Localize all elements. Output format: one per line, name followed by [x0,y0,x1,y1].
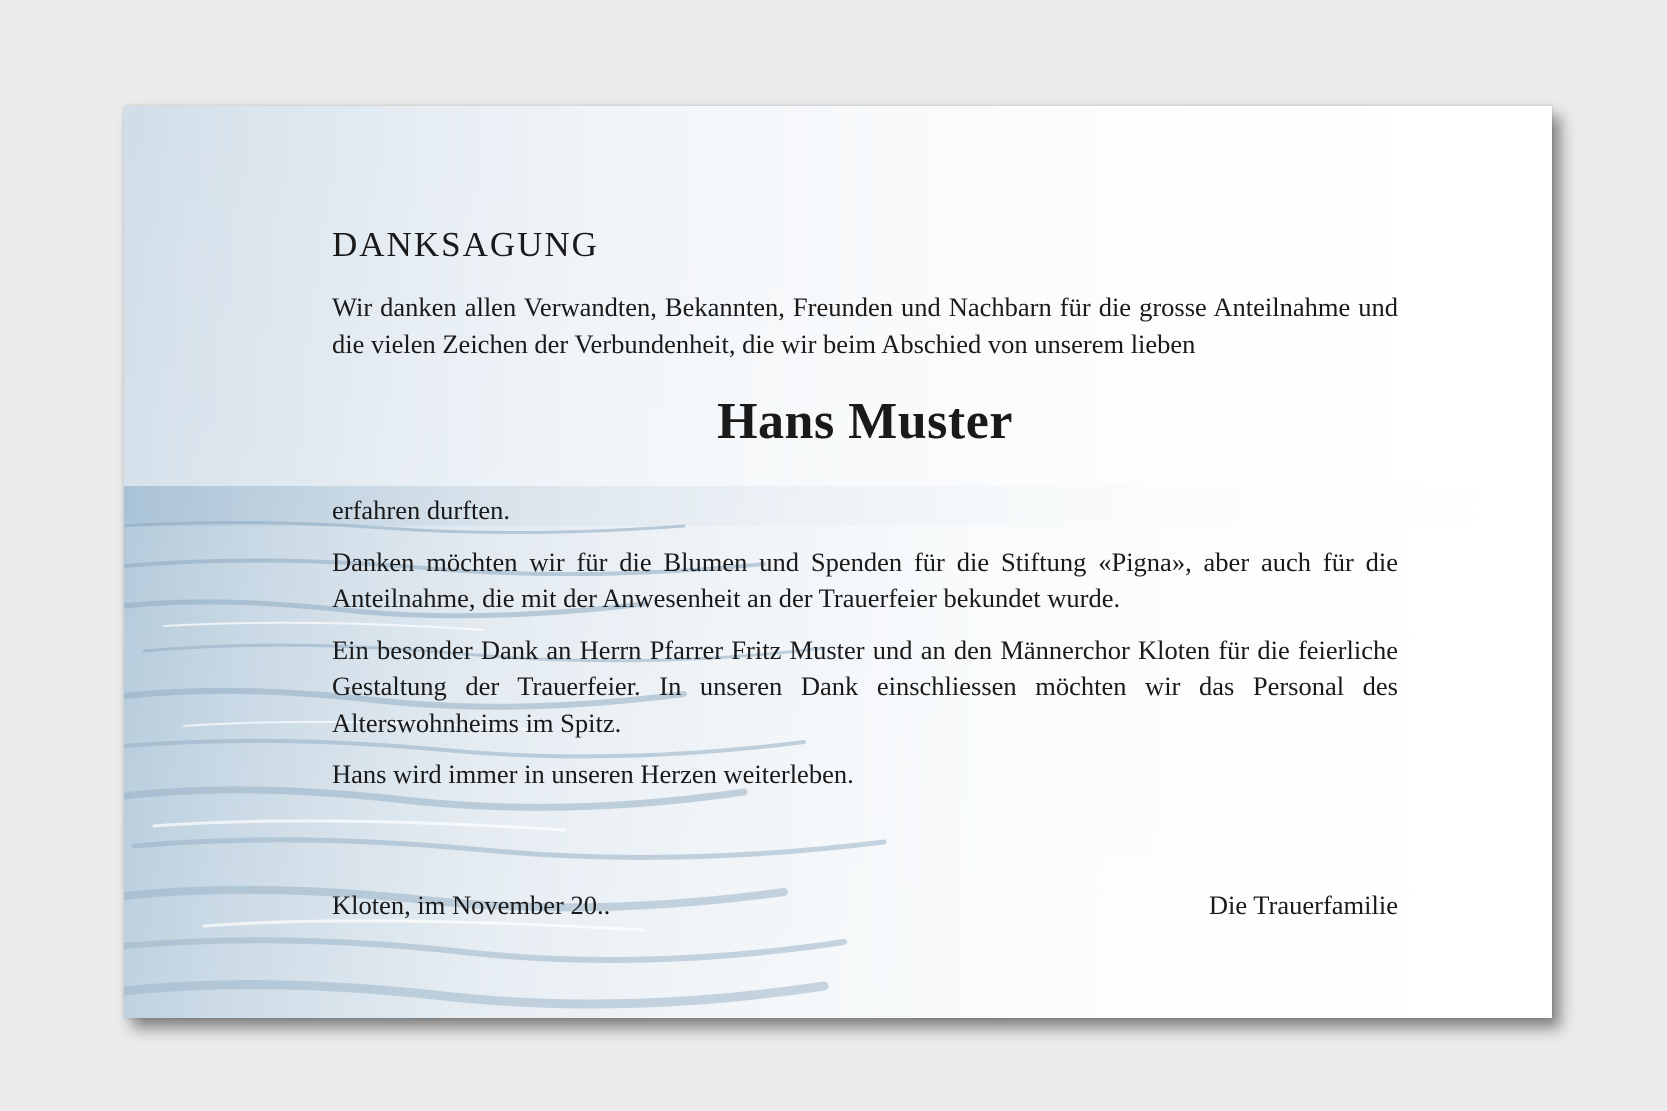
paragraph-remembrance: Hans wird immer in unseren Herzen weiterleben. [332,759,854,789]
deceased-name: Hans Muster [717,393,1013,450]
paragraph-thanks-flowers: Danken möchten wir für die Blumen und Spenden für die Stiftung «Pigna», aber auch für die Anteilnahme, die mit der Anwesenheit an der Trauerfeier bekundet wurde. [332,546,1398,613]
card-title: DANKSAGUNG [332,225,599,264]
intro-paragraph: Wir danken allen Verwandten, Bekannten, Freunden und Nachbarn für die grosse Anteilnahme und die vielen Zeichen der Verbundenheit, die wir beim Abschied von unserem lieben [332,292,1398,359]
place-date: Kloten, im November 20.. [332,890,611,920]
signature: Die Trauerfamilie [1208,890,1398,920]
obituary-card [124,106,1552,1018]
text-block [332,221,1398,793]
card-footer [332,887,1398,923]
after-name-text: erfahren durften. [332,495,511,525]
paragraph-special-thanks: Ein besonder Dank an Herrn Pfarrer Fritz Muster und an den Männerchor Kloten für die feierliche Gestaltung der Trauerfeier. In unseren Dank einschliessen möchten wir das Personal des Alterswohnheims im Spitz. [332,634,1398,738]
